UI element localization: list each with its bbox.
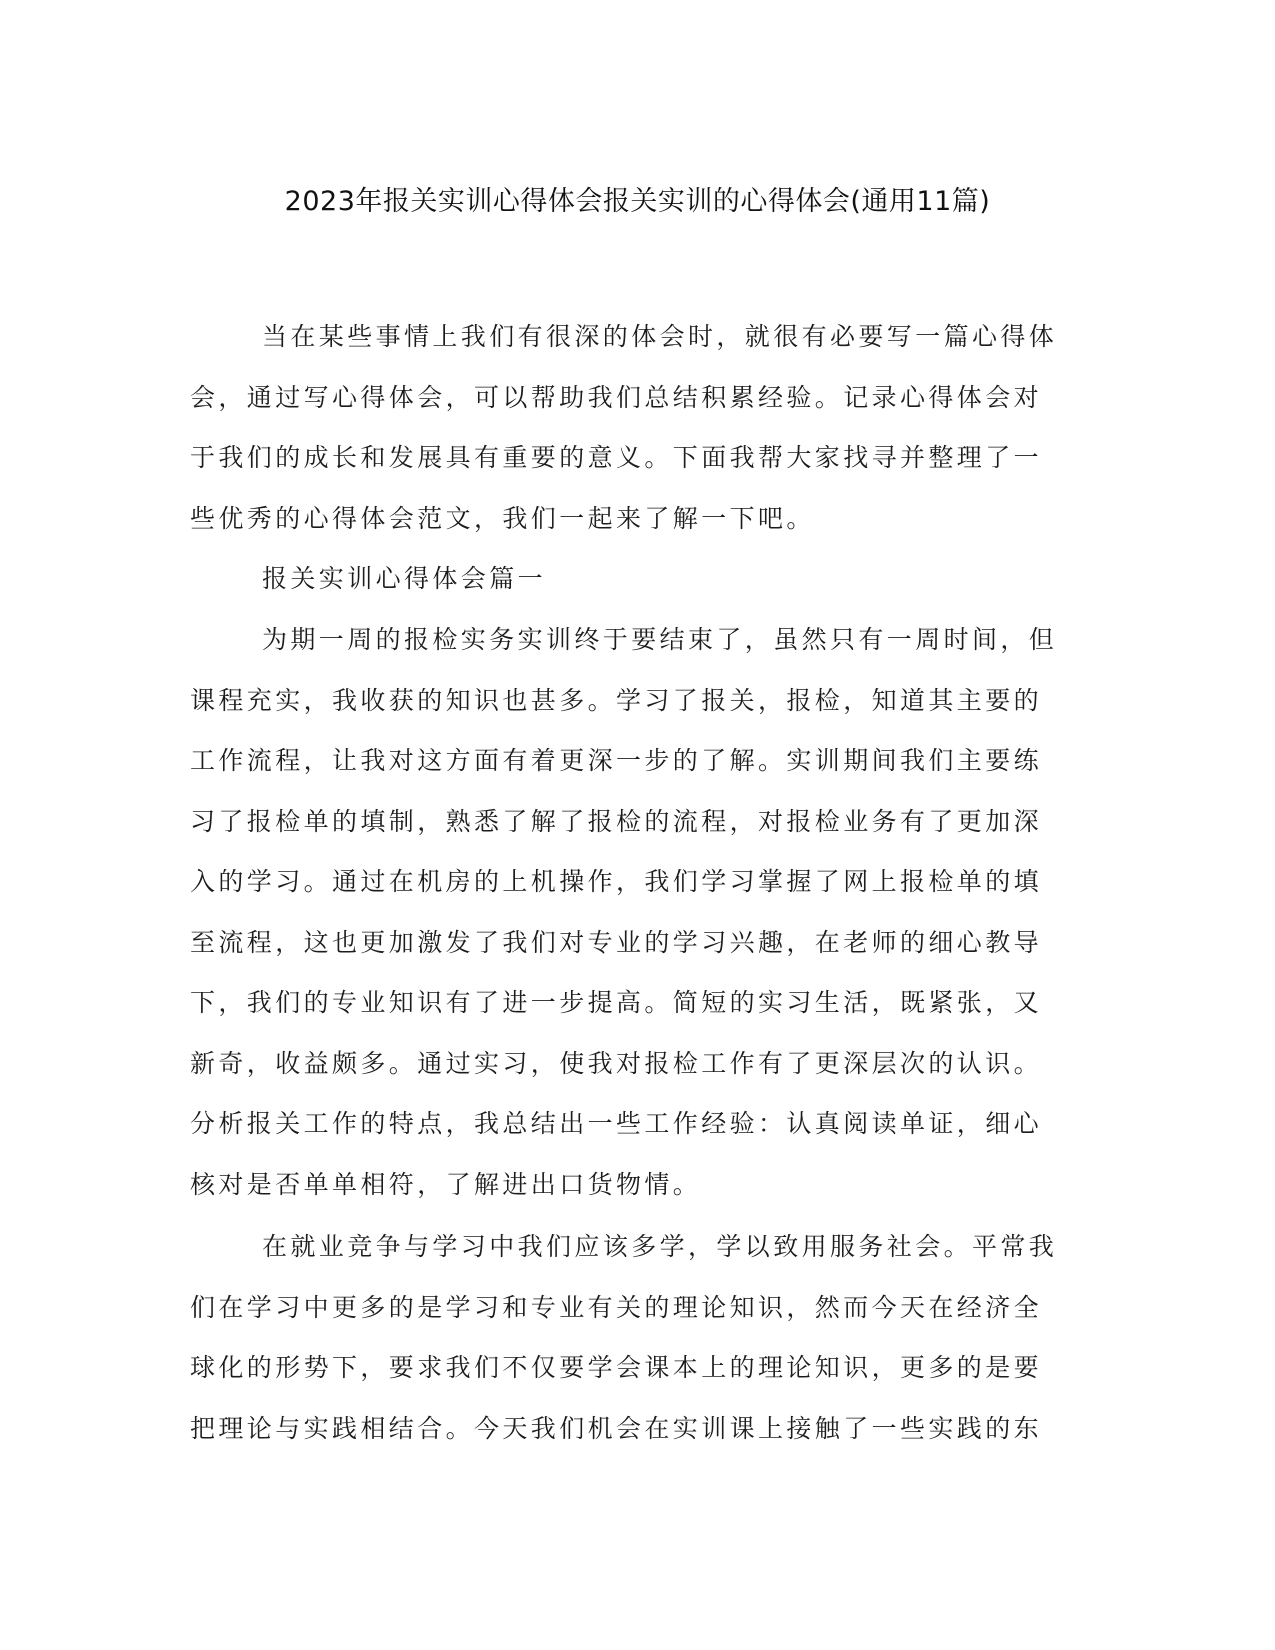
text-line: 核对是否单单相符，了解进出口货物情。 [190, 1169, 702, 1199]
body-paragraph [190, 1217, 1080, 1459]
text-line: 当在某些事情上我们有很深的体会时，就很有必要写一篇心得体 [262, 322, 1058, 351]
text-line: 习了报检单的填制，熟悉了解了报检的流程，对报检业务有了更加深 [190, 806, 1043, 836]
text-line: 下，我们的专业知识有了进一步提高。简短的实习生活，既紧张，又 [190, 988, 1043, 1017]
text-line: 们在学习中更多的是学习和专业有关的理论知识，然而今天在经济全 [190, 1292, 1043, 1322]
body-paragraph [190, 610, 1080, 1215]
text-line: 些优秀的心得体会范文，我们一起来了解一下吧。 [190, 503, 815, 533]
text-line: 于我们的成长和发展具有重要的意义。下面我帮大家找寻并整理了一 [190, 443, 1043, 472]
text-line: 课程充实，我收获的知识也甚多。学习了报关，报检，知道其主要的 [190, 685, 1043, 715]
text-line: 入的学习。通过在机房的上机操作，我们学习掌握了网上报检单的填 [190, 867, 1043, 896]
intro-paragraph [190, 307, 1080, 549]
text-line: 新奇，收益颇多。通过实习，使我对报检工作有了更深层次的认识。 [190, 1048, 1043, 1078]
text-line: 为期一周的报检实务实训终于要结束了，虽然只有一周时间，但 [262, 625, 1058, 654]
text-line: 至流程，这也更加激发了我们对专业的学习兴趣，在老师的细心教导 [190, 927, 1043, 957]
text-line: 分析报关工作的特点，我总结出一些工作经验：认真阅读单证，细心 [190, 1109, 1043, 1138]
text-line: 把理论与实践相结合。今天我们机会在实训课上接触了一些实践的东 [190, 1413, 1043, 1443]
text-line: 报关实训心得体会篇一 [262, 564, 547, 593]
section-heading [190, 549, 1080, 610]
text-line: 球化的形势下，要求我们不仅要学会课本上的理论知识，更多的是要 [190, 1353, 1043, 1382]
text-line: 会，通过写心得体会，可以帮助我们总结积累经验。记录心得体会对 [190, 382, 1043, 412]
text-line: 在就业竞争与学习中我们应该多学，学以致用服务社会。平常我 [262, 1232, 1058, 1261]
text-line: 工作流程，让我对这方面有着更深一步的了解。实训期间我们主要练 [190, 746, 1043, 775]
document-title: 2023年报关实训心得体会报关实训的心得体会(通用11篇) [284, 186, 991, 217]
